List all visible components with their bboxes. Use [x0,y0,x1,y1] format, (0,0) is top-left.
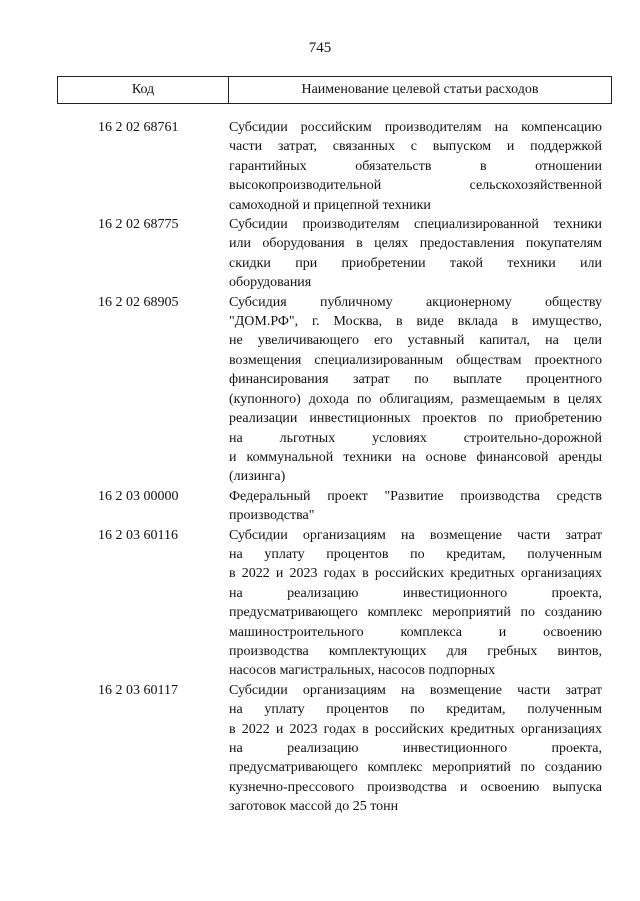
row-description-line: производства" [229,508,315,524]
row-description-line: Субсидии организациям на возмещение части затрат [229,527,602,543]
row-description [229,681,602,817]
row-description-line: на реализацию инвестиционного проекта, [229,585,602,601]
row-description-line: гарантийных обязательств в отношении [229,158,602,174]
table-row [0,526,640,681]
row-description [229,215,602,293]
row-code: 16 2 03 60116 [98,527,178,543]
row-description-line: производства комплектующих для гребных винтов, [229,643,602,659]
row-code: 16 2 02 68775 [98,217,179,233]
row-description-line: возмещения специализированным обществам проектного [229,352,602,368]
row-description-line: финансирования затрат по выплате процентного [229,372,602,388]
row-description-line: Федеральный проект "Развитие производства средств [229,488,602,504]
row-description-line: насосов магистральных, насосов подпорных [229,663,496,679]
row-description-line: самоходной и прицепной техники [229,197,431,213]
row-description-line: Субсидия публичному акционерному обществу [229,294,602,310]
row-description-line: Субсидии российским производителям на компенсацию [229,120,602,135]
row-description-line: высокопроизводительной сельскохозяйственной [229,178,602,194]
row-code: 16 2 03 00000 [98,488,179,504]
row-description [229,118,602,215]
row-description [229,487,602,526]
row-code: 16 2 02 68761 [98,120,179,135]
row-description-line: и коммунальной техники на основе финансовой аренды [229,449,602,465]
row-description-line: Субсидии организациям на возмещение части затрат [229,682,602,698]
row-description-line: (лизинга) [229,469,286,485]
row-description-line: кузнечно-прессового производства и освоению выпуска [229,779,602,795]
row-description-line: в 2022 и 2023 годах в российских кредитных организациях [229,721,602,737]
table-row [0,215,640,293]
column-header-name: Наименование целевой статьи расходов [301,82,539,97]
row-description [229,293,602,487]
column-header-code: Код [58,77,229,103]
row-description-line: на уплату процентов по кредитам, полученным [229,546,602,562]
row-description-line: на льготных условиях строительно-дорожной [229,430,602,446]
table-row [0,487,640,526]
row-description-line: в 2022 и 2023 годах в российских кредитных организациях [229,566,602,582]
row-description-line: предусматривающего комплекс мероприятий по созданию [229,605,602,621]
row-description-line: части затрат, связанных с выпуском и поддержкой [229,139,602,155]
row-description-line: на реализацию инвестиционного проекта, [229,741,602,756]
row-description-line: скидки при приобретении такой техники или [229,255,602,271]
row-description-line: на уплату процентов по кредитам, полученным [229,702,602,718]
row-description-line: предусматривающего комплекс мероприятий по созданию [229,760,602,776]
table-row [0,118,640,215]
row-code: 16 2 03 60117 [98,682,178,698]
row-description-line: Субсидии производителям специализированной техники [229,217,602,233]
row-description-line: "ДОМ.РФ", г. Москва, в виде вклада в имущество, [229,314,602,330]
row-description-line: оборудования [229,275,312,291]
row-description-line: или оборудования в целях предоставления покупателям [229,236,602,252]
table-body [0,118,640,817]
row-code: 16 2 02 68905 [98,294,179,310]
table-header [57,76,612,104]
row-description-line: реализации инвестиционных проектов по приобретению [229,411,602,427]
page-number: 745 [308,40,332,56]
row-description-line: не увеличивающего его уставный капитал, на цели [229,333,602,349]
row-description-line: машиностроительного комплекса и освоению [229,624,602,640]
row-description-line: (купонного) дохода по облигациям, размещаемым в целях [229,391,602,407]
table-row [0,293,640,487]
row-description-line: заготовок массой до 25 тонн [229,799,399,815]
row-description [229,526,602,681]
table-row [0,681,640,817]
